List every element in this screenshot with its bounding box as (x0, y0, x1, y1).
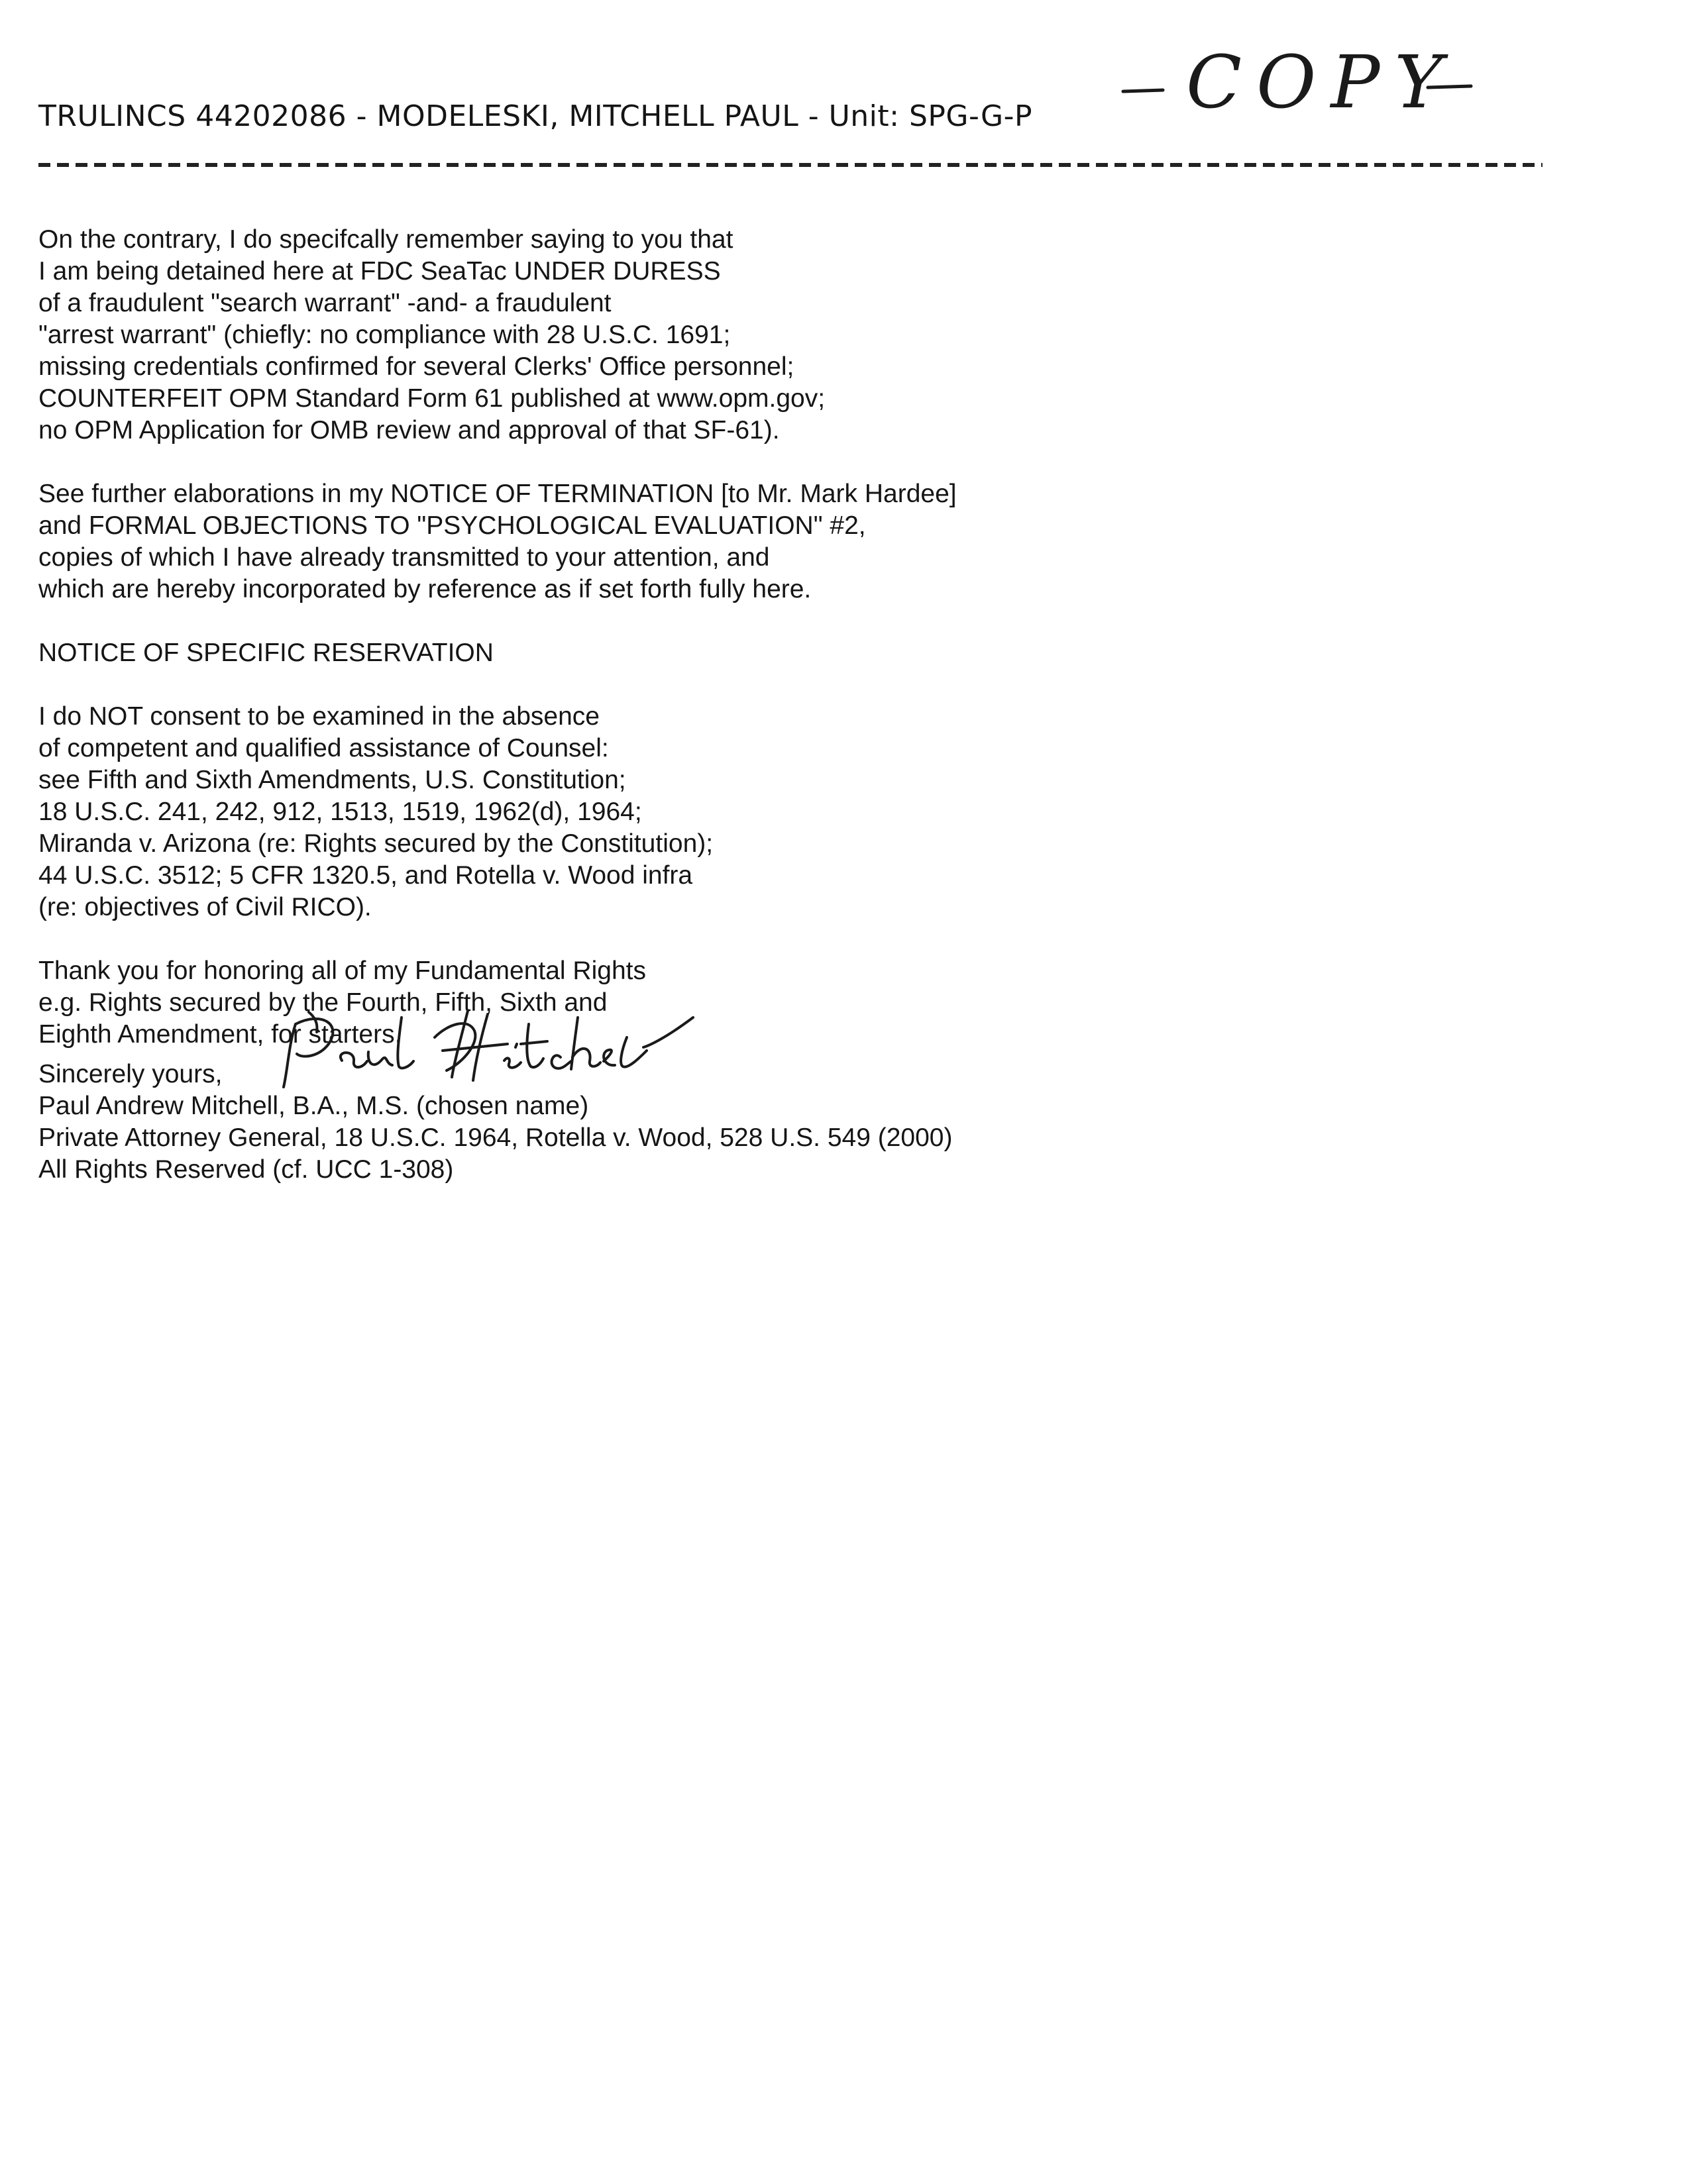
text-line: no OPM Application for OMB review and approval of that SF-61). (38, 416, 780, 444)
signer-name: Paul Andrew Mitchell, B.A., M.S. (chosen name) (38, 1092, 589, 1120)
paragraph-reservation (38, 701, 1562, 923)
text-line: copies of which I have already transmitted to your attention, and (38, 543, 770, 572)
signature-graphic (269, 998, 720, 1097)
trulincs-header: TRULINCS 44202086 - MODELESKI, MITCHELL PAUL - Unit: SPG-G-P (38, 99, 1033, 133)
paragraph-duress (38, 224, 1562, 446)
text-line: and FORMAL OBJECTIONS TO "PSYCHOLOGICAL EVALUATION" #2, (38, 511, 866, 540)
handwritten-signature (269, 998, 720, 1097)
letter-body (38, 224, 1562, 1186)
text-line: See further elaborations in my NOTICE OF TERMINATION [to Mr. Mark Hardee] (38, 480, 957, 508)
signoff-block (38, 1059, 1562, 1186)
dashed-separator (38, 163, 1543, 167)
text-line: Miranda v. Arizona (re: Rights secured by the Constitution); (38, 829, 714, 858)
text-line: I am being detained here at FDC SeaTac UNDER DURESS (38, 257, 721, 286)
rights-reserved: All Rights Reserved (cf. UCC 1-308) (38, 1155, 454, 1184)
text-line: I do NOT consent to be examined in the absence (38, 702, 600, 731)
paragraph-elaborations (38, 478, 1562, 605)
text-line: 44 U.S.C. 3512; 5 CFR 1320.5, and Rotella v. Wood infra (38, 861, 693, 890)
text-line: Eighth Amendment, for starters. (38, 1020, 402, 1049)
text-line: (re: objectives of Civil RICO). (38, 893, 372, 921)
text-line: of competent and qualified assistance of Counsel: (38, 734, 609, 762)
text-line: "arrest warrant" (chiefly: no compliance with 28 U.S.C. 1691; (38, 321, 731, 349)
text-line: missing credentials confirmed for several Clerks' Office personnel; (38, 352, 794, 381)
text-line: On the contrary, I do specifcally remember saying to you that (38, 225, 733, 254)
text-line: Thank you for honoring all of my Fundamental Rights (38, 957, 646, 985)
text-line: 18 U.S.C. 241, 242, 912, 1513, 1519, 1962(d), 1964; (38, 798, 642, 826)
text-line: which are hereby incorporated by reference as if set forth fully here. (38, 575, 812, 603)
text-line: COUNTERFEIT OPM Standard Form 61 published at www.opm.gov; (38, 384, 826, 413)
closing-row (38, 1059, 1562, 1090)
closing-text: Sincerely yours, (38, 1060, 223, 1088)
paragraph-thanks (38, 955, 1562, 1051)
copy-stamp-letters: COPY (1186, 40, 1457, 125)
text-line: e.g. Rights secured by the Fourth, Fifth, Sixth and (38, 988, 608, 1017)
signer-title: Private Attorney General, 18 U.S.C. 1964, Rotella v. Wood, 528 U.S. 549 (2000) (38, 1123, 953, 1152)
section-heading: NOTICE OF SPECIFIC RESERVATION (38, 639, 494, 667)
text-line: see Fifth and Sixth Amendments, U.S. Constitution; (38, 766, 626, 794)
text-line: of a fraudulent "search warrant" -and- a fraudulent (38, 289, 612, 317)
